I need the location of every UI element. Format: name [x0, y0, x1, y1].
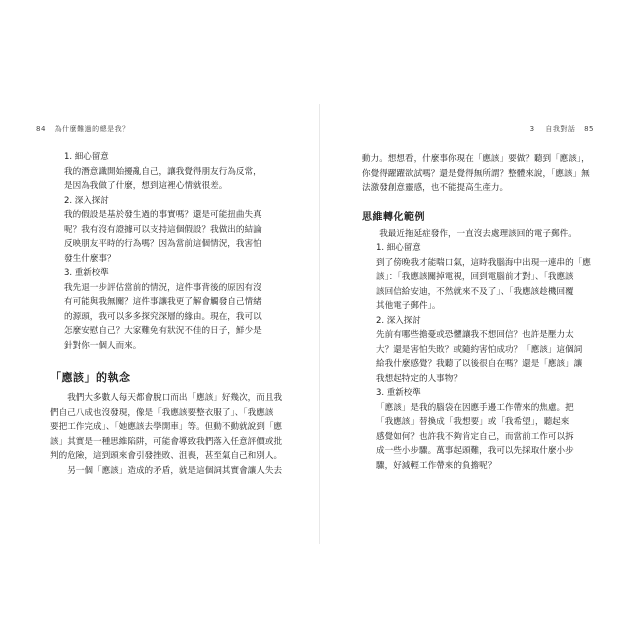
- item-label: 1. 細心留意: [64, 152, 109, 162]
- body-paragraph: [50, 391, 282, 464]
- text-line: 有可能與我無關？這件事讓我更了解會觸發自己情緒: [64, 297, 262, 307]
- right-running-header: [530, 124, 594, 134]
- list-item: [362, 314, 598, 387]
- text-line: 判的危險，這到頭來會引發挫敗、沮喪，甚至氣自己和別人。: [50, 451, 282, 461]
- text-line: 「我應該」替換成「我想要」或「我希望」，聽起來: [376, 417, 570, 427]
- text-line: 驟，好減輕工作帶來的負擔呢？: [376, 460, 497, 471]
- text-line: 我們大多數人每天都會脫口而出「應該」好幾次，而且我: [67, 393, 282, 403]
- text-line: 該回信給安迪，不然就來不及了」、「我應該趁機回覆: [376, 286, 574, 297]
- text-line: 要把工作完成」、「她應該去學開車」等。但動不動就說到「應: [50, 422, 282, 432]
- text-line: 我的潛意識開始擾亂自己，讓我覺得朋友行為反常，: [64, 166, 262, 177]
- left-running-header: [36, 124, 136, 134]
- text-line: 你覺得躍躍欲試嗎？還是覺得無所謂？整體來說，「應該」無: [362, 168, 590, 179]
- text-line: 先前有哪些擔憂或恐懼讓我不想回信？也許是壓力太: [376, 330, 574, 340]
- item-label: 1. 細心留意: [376, 243, 421, 253]
- text-line: 發生什麼事？: [64, 253, 116, 264]
- text-line: 其他電子郵件」。: [376, 301, 441, 311]
- text-line: 大？還是害怕失敗？或隨約害怕成功？「應該」這個詞: [376, 344, 583, 355]
- list-item: [362, 386, 598, 473]
- text-line: 針對你一個人而來。: [64, 340, 142, 351]
- text-line: 們自己八成也沒發現，像是「我應該要整衣服了」、「我應該: [50, 407, 274, 418]
- item-text: [64, 208, 282, 266]
- left-running-title: 為什麼難過的總是我？: [54, 125, 130, 133]
- item-text: [376, 401, 598, 474]
- left-page-number: 84: [36, 125, 46, 133]
- item-text: [376, 256, 598, 314]
- item-text: [376, 328, 598, 386]
- list-item: [362, 241, 598, 314]
- text-line: 給我什麼感覺？我聽了以後很自在嗎？還是「應該」讓: [376, 359, 583, 369]
- right-page-body: [362, 152, 598, 473]
- list-item: [50, 194, 282, 267]
- text-line: 我最近拖延症發作，一直沒去處理該回的電子郵件。: [379, 228, 577, 239]
- text-line: 到了傍晚我才能喘口氣，這時我腦海中出現一連串的「應: [376, 257, 591, 268]
- list-item: [50, 150, 282, 194]
- example-heading: 思維轉化範例: [362, 211, 425, 223]
- right-page: [320, 0, 640, 640]
- text-line: 呢？我有沒有證據可以支持這個假設？我做出的結論: [64, 224, 262, 235]
- text-line: 我想起特定的人事物？: [376, 373, 462, 384]
- list-item: [50, 266, 282, 353]
- section-heading: 「應該」的執念: [50, 371, 131, 384]
- item-label: 3. 重新校準: [64, 268, 109, 278]
- item-text: [64, 165, 282, 194]
- item-label: 2. 深入探討: [64, 195, 109, 206]
- left-page-body: [50, 150, 282, 478]
- text-line: 我先退一步評估當前的情況，這件事背後的原因有沒: [64, 282, 262, 293]
- right-section-number: 3: [529, 125, 535, 133]
- text-line: 該」其實是一種思維陷阱，可能會導致我們落入任意評價或批: [50, 436, 282, 447]
- text-line: 是因為我做了什麼，想到這裡心情就很差。: [64, 181, 228, 191]
- right-page-number: 85: [584, 125, 594, 133]
- text-line: 該」：「我應該關掉電視，回到電腦前才對」、「我應該: [376, 272, 574, 282]
- item-text: [64, 281, 282, 354]
- text-line: 的源頭，我可以多多探究深層的緣由。現在，我可以: [64, 311, 262, 322]
- text-line: 反映朋友平時的行為嗎？因為當前這個情況，我害怕: [64, 239, 262, 249]
- text-line: 感覺如何？也許我不夠肯定自己，而當前工作可以拆: [376, 431, 574, 442]
- example-intro: [362, 227, 598, 242]
- text-line: 怎麼安慰自己？大家難免有狀況不佳的日子，鮮少是: [64, 326, 262, 336]
- text-line: 法激發創意靈感，也不能提高生產力。: [362, 183, 509, 193]
- text-line: 成一些小步驟。萬事起頭難，我可以先採取什麼小步: [376, 446, 574, 456]
- item-label: 2. 深入探討: [376, 315, 421, 326]
- item-label: 3. 重新校準: [376, 388, 421, 398]
- text-line: 動力。想想看，什麼事你現在「應該」要做？聽到「應該」，: [362, 154, 590, 164]
- right-running-title: 自我對話: [545, 125, 576, 133]
- body-paragraph: [362, 152, 598, 196]
- text-line: 另一個「應該」造成的矛盾，就是這個詞其實會讓人失去: [67, 465, 282, 476]
- body-paragraph: [50, 464, 282, 479]
- text-line: 「應該」是我的腦袋在因應手邊工作帶來的焦慮。把: [376, 402, 574, 413]
- text-line: 我的假設是基於發生過的事實嗎？還是可能扭曲失真: [64, 210, 262, 220]
